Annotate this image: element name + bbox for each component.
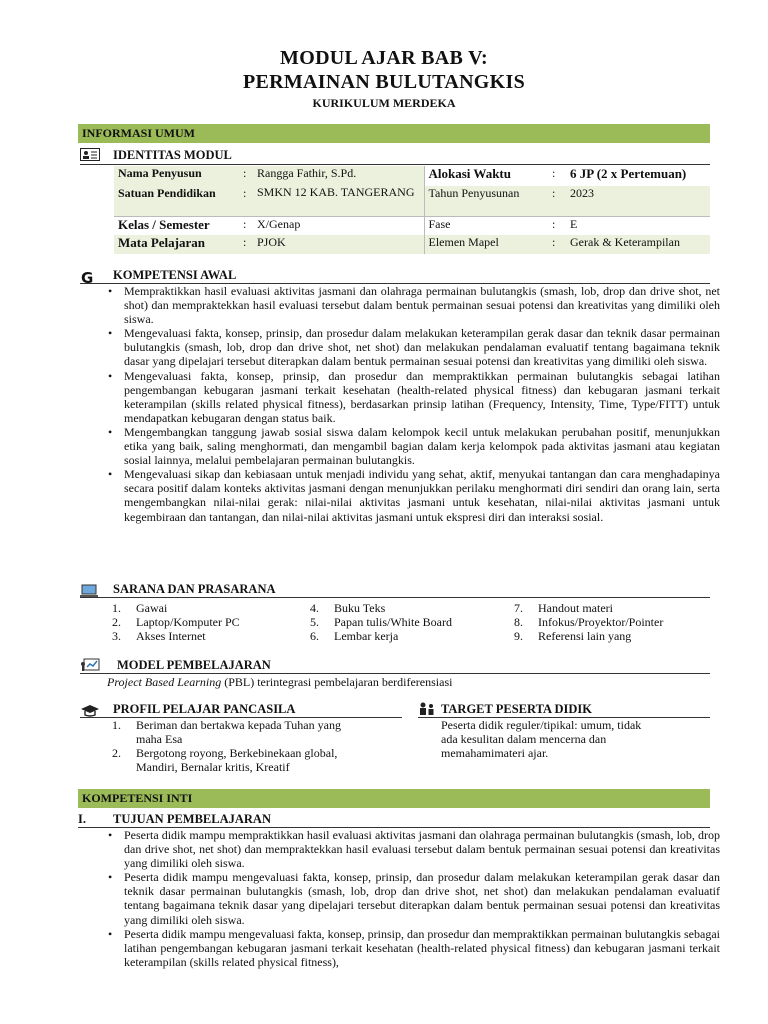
sarana-col-2: [310, 601, 452, 643]
list-item: 1. Beriman dan bertakwa kepada Tuhan yang: [112, 718, 341, 732]
list-item: • Peserta didik mampu mengevaluasi fakta, konsep, prinsip, dan prosedur dan mempraktikkan permainan bulutangkis sebagai latihan pengembangan kebugaran jasmani terkait kesehatan (health-related physical fitness) dan kebugaran jasmani terkait keterampilan (skills related physical fitness),: [103, 927, 720, 969]
profil-heading: PROFIL PELAJAR PANCASILA: [113, 702, 296, 716]
people-icon: [418, 702, 436, 721]
sarana-heading: SARANA DAN PRASARANA: [113, 582, 276, 596]
table-row: [114, 216, 710, 235]
cell-value: Rangga Fathir, S.Pd.: [257, 166, 357, 180]
cell-label: Fase: [424, 216, 548, 235]
divider: [80, 597, 710, 598]
list-item: 4. Buku Teks: [310, 601, 386, 615]
identitas-table: [114, 166, 710, 254]
list-item: 9. Referensi lain yang: [514, 629, 632, 643]
cell-label: Mata Pelajaran: [118, 235, 206, 250]
cell-label: Kelas / Semester: [114, 216, 239, 235]
table-row: [114, 186, 710, 216]
tujuan-heading: TUJUAN PEMBELAJARAN: [113, 812, 271, 826]
tujuan-number: I.: [78, 812, 86, 826]
list-item: maha Esa: [136, 732, 183, 746]
table-row: [114, 166, 710, 186]
kompetensi-awal-list: [103, 284, 720, 524]
list-item: 7. Handout materi: [514, 601, 613, 615]
computer-icon: [80, 584, 98, 603]
kompetensi-awal-heading: KOMPETENSI AWAL: [113, 268, 237, 282]
list-item: Mandiri, Bernalar kritis, Kreatif: [136, 760, 290, 774]
cell-sep: :: [243, 166, 247, 180]
list-item: 8. Infokus/Proyektor/Pointer: [514, 615, 664, 629]
cell-label: Satuan Pendidikan: [118, 186, 216, 200]
profil-list: [112, 718, 402, 774]
cell-sep: :: [243, 186, 247, 200]
kompetensi-icon: G: [81, 269, 94, 287]
cell-sep: :: [552, 235, 556, 249]
list-item: • Mengevaluasi fakta, konsep, prinsip, dan prosedur dalam melakukan keterampilan gerak dasar dan teknik dasar permainan bulutangkis (smash, lob, drop dan drive shot, net shot) dan melakukan pendalaman evaluatif tentang bagaimana teknik dasar yang dipelajari tersebut diterapkan dalam bentuk permainan sesuai potensi dan kreativitas yang dimiliki oleh siswa.: [103, 326, 720, 368]
title-line-2: PERMAINAN BULUTANGKIS: [242, 71, 526, 93]
text-line: ada kesulitan dalam mencerna dan: [441, 732, 607, 746]
cell-label: Nama Penyusun: [118, 166, 202, 180]
title-line-1: MODUL AJAR BAB V:: [280, 47, 488, 69]
model-text-italic: Project Based Learning: [107, 675, 222, 689]
subtitle: KURIKULUM MERDEKA: [312, 96, 456, 110]
list-item: 1. Gawai: [112, 601, 168, 615]
identitas-heading: IDENTITAS MODUL: [113, 148, 232, 162]
cell-value: 2023: [570, 186, 594, 200]
cell-sep: :: [548, 166, 566, 186]
list-item: 2. Bergotong royong, Berkebinekaan global,: [112, 746, 338, 760]
divider: [80, 673, 710, 674]
model-heading: MODEL PEMBELAJARAN: [117, 658, 271, 672]
list-item: • Peserta didik mampu mempraktikkan hasil evaluasi aktivitas jasmani dan olahraga permainan bulutangkis (smash, lob, drop dan drive shot, net shot) dan mempraktekkan hasil evaluasi tersebut dalam bentuk permainan sesuai potensi dan kreativitas yang dimiliki oleh siswa.: [103, 828, 720, 870]
list-item: • Peserta didik mampu mengevaluasi fakta, konsep, prinsip, dan prosedur dalam melakukan keterampilan gerak dasar dan teknik dasar permainan bulutangkis (smash, lob, drop dan drive shot, net shot) dan melakukan pendalaman evaluatif tentang bagaimana teknik dasar yang dipelajari tersebut diterapkan dalam bentuk permainan sesuai potensi dan kreativitas yang dimiliki oleh siswa.: [103, 870, 720, 926]
cell-sep: :: [239, 216, 253, 235]
list-item: • Mengevaluasi sikap dan kebiasaan untuk menjadi individu yang sehat, aktif, menyukai tantangan dan cara menghadapinya secara positif dalam konteks aktivitas jasmani dengan menunjukkan perilaku menghormati diri sendiri dan orang lain, serta mengembangkan nilai-nilai gerak: nilai-nilai aktivitas jasmani untuk kesehatan, nilai-nilai aktivitas jasmani untuk kegembiraan dan tantangan, dan nilai-nilai aktivitas jasmani untuk ekspresi diri dan interaksi sosial.: [103, 467, 720, 523]
table-row: [114, 235, 710, 254]
cell-label: Alokasi Waktu: [424, 166, 548, 186]
kompetensi-inti-band: KOMPETENSI INTI: [78, 789, 710, 808]
cell-sep: :: [243, 235, 247, 249]
graduation-icon: [80, 704, 100, 722]
divider: [80, 164, 710, 165]
text-line: Peserta didik reguler/tipikal: umum, tidak: [441, 718, 642, 732]
cell-label: Elemen Mapel: [424, 235, 548, 254]
cell-value: E: [566, 216, 710, 235]
text-line: memahamimateri ajar.: [441, 746, 549, 760]
list-item: • Mengembangkan tanggung jawab sosial siswa dalam kelompok kecil untuk melakukan perubahan positif, menunjukkan etika yang baik, saling menghormati, dan mengambil bagian dalam kerja kelompok pada aktivitas jasmani atau kegiatan sosial lainnya, melalui pembelajaran permainan bulutangkis.: [103, 425, 720, 467]
list-item: • Mengevaluasi fakta, konsep, prinsip, dan prosedur dan mempraktikkan permainan bulutangkis sebagai latihan pengembangan kebugaran jasmani terkait kesehatan (health-related physical fitness) dan kebugaran jasmani terkait keterampilan (skills related physical fitness), berdasarkan prinsip latihan (Frequency, Intensity, Time, Type/FITT) untuk mendapatkan kebugaran dengan status baik.: [103, 369, 720, 425]
list-item: 6. Lembar kerja: [310, 629, 399, 643]
cell-value: PJOK: [257, 235, 286, 249]
presentation-icon: [80, 658, 100, 677]
cell-value: X/Genap: [253, 216, 424, 235]
list-item: 3. Akses Internet: [112, 629, 206, 643]
list-item: 2. Laptop/Komputer PC: [112, 615, 240, 629]
list-item: 5. Papan tulis/White Board: [310, 615, 452, 629]
cell-value: SMKN 12 KAB. TANGERANG: [257, 185, 415, 199]
cell-value: Gerak & Keterampilan: [570, 235, 680, 249]
cell-label: Tahun Penyusunan: [424, 186, 548, 216]
target-text: [441, 718, 711, 760]
tujuan-list: [103, 828, 720, 969]
model-text-rest: (PBL) terintegrasi pembelajaran berdiferensiasi: [221, 675, 453, 689]
cell-value: 6 JP (2 x Pertemuan): [566, 166, 710, 186]
informasi-umum-band: INFORMASI UMUM: [78, 124, 710, 143]
model-text: [107, 675, 452, 689]
sarana-col-3: [514, 601, 663, 643]
cell-sep: :: [552, 186, 556, 200]
list-item: • Mempraktikkan hasil evaluasi aktivitas jasmani dan olahraga permainan bulutangkis (smash, lob, drop dan drive shot, net shot) dan mempraktekkan hasil evaluasi tersebut dalam bentuk permainan sesuai potensi dan kreativitas yang dimiliki oleh siswa.: [103, 284, 720, 326]
cell-sep: :: [548, 216, 566, 235]
sarana-col-1: [112, 601, 240, 643]
target-heading: TARGET PESERTA DIDIK: [441, 702, 592, 716]
